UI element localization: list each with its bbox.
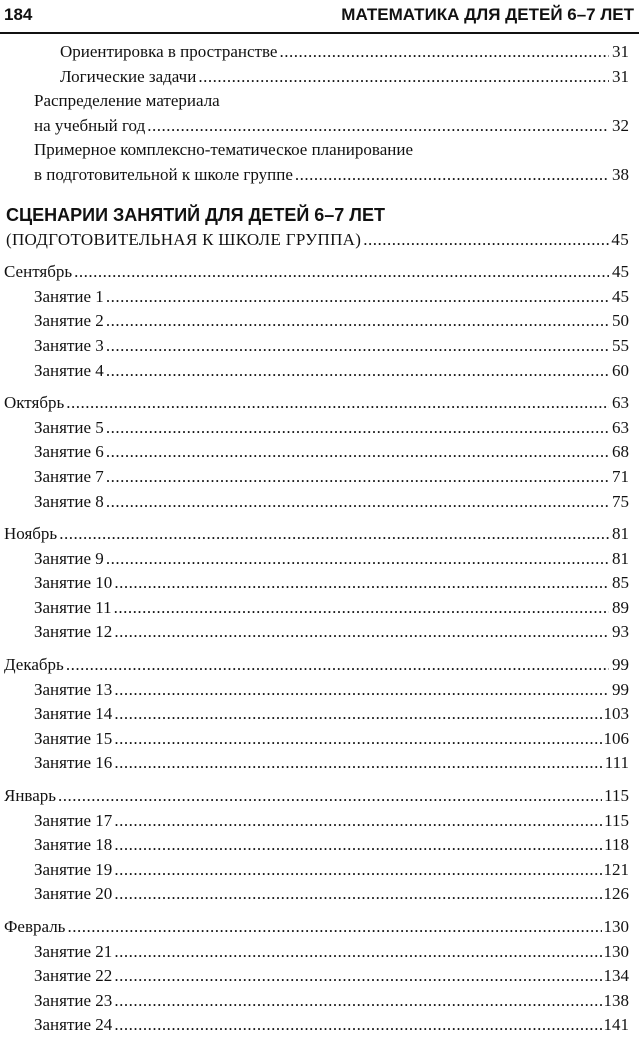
running-title: МАТЕМАТИКА ДЛЯ ДЕТЕЙ 6–7 ЛЕТ — [341, 5, 634, 24]
toc-lesson-entry[interactable] — [0, 620, 639, 645]
toc-entry-label: Занятие 13 — [34, 679, 113, 699]
toc-month-entry[interactable] — [0, 915, 639, 940]
toc-lesson-entry[interactable] — [0, 702, 639, 727]
leader-dots — [106, 547, 609, 572]
toc-lesson-entry[interactable] — [0, 678, 639, 703]
toc-lesson-entry[interactable] — [0, 440, 639, 465]
toc-entry-label: Занятие 11 — [34, 597, 112, 617]
toc-entry-page: 63 — [612, 393, 629, 413]
toc-entry-label: Занятие 3 — [34, 335, 104, 355]
leader-dots — [114, 571, 609, 596]
toc-entry-label: Занятие 23 — [34, 990, 113, 1010]
toc-entry-page: 118 — [604, 835, 629, 855]
toc-entry-label: Занятие 4 — [34, 360, 104, 380]
toc-entry-label: Сентябрь — [4, 262, 73, 282]
toc-lesson-entry[interactable] — [0, 490, 639, 515]
leader-dots — [114, 596, 609, 621]
leader-dots — [106, 465, 609, 490]
toc-month-entry[interactable] — [0, 653, 639, 678]
toc-entry-page: 141 — [603, 1015, 629, 1035]
leader-dots — [114, 1013, 601, 1038]
toc-entry-page: 99 — [612, 655, 629, 675]
toc-entry-page: 71 — [612, 466, 629, 486]
month-spacer — [0, 514, 639, 522]
toc-entry-page: 130 — [603, 941, 629, 961]
toc-entry-label: Занятие 22 — [34, 966, 113, 986]
toc-lesson-entry[interactable] — [0, 334, 639, 359]
month-spacer — [0, 776, 639, 784]
leader-dots — [114, 702, 601, 727]
toc-month-entry[interactable] — [0, 522, 639, 547]
toc-entry-page: 75 — [612, 491, 629, 511]
toc-entry-page: 38 — [612, 164, 629, 184]
toc-entry-label: Октябрь — [4, 393, 65, 413]
toc-entry-page: 45 — [612, 286, 629, 306]
leader-dots — [114, 858, 601, 883]
toc-lesson-entry[interactable] — [0, 989, 639, 1014]
toc-entry-page: 31 — [612, 66, 629, 86]
toc-entry-page: 99 — [612, 679, 629, 699]
toc-entry-label: Декабрь — [4, 655, 64, 675]
leader-dots — [147, 114, 609, 139]
toc-entry-label: в подготовительной к школе группе — [34, 164, 293, 184]
toc-entry-label: Ориентировка в пространстве — [60, 42, 278, 61]
toc-entry-label: Занятие 24 — [34, 1015, 113, 1035]
leader-dots — [114, 809, 602, 834]
toc-entry-label: Занятие 7 — [34, 466, 104, 486]
toc-entry-page: 60 — [612, 360, 629, 380]
toc-month-entry[interactable] — [0, 260, 639, 285]
toc-lesson-entry[interactable] — [0, 359, 639, 384]
toc-entry-page: 106 — [603, 728, 629, 748]
leader-dots — [106, 440, 609, 465]
toc-entry-label: Занятие 9 — [34, 548, 104, 568]
toc-entry-page: 63 — [612, 417, 629, 437]
leader-dots — [295, 163, 609, 188]
toc-lesson-entry[interactable] — [0, 1013, 639, 1038]
toc-entry-page: 126 — [603, 884, 629, 904]
leader-dots — [74, 260, 609, 285]
leader-dots — [114, 940, 601, 965]
toc-entry-page: 45 — [611, 229, 629, 249]
leader-dots — [106, 490, 609, 515]
toc-entry-label: Занятие 14 — [34, 704, 113, 724]
page-header — [4, 0, 634, 30]
toc-entry-label: Занятие 12 — [34, 622, 113, 642]
toc-entry-label: Занятие 17 — [34, 810, 113, 830]
toc-lesson-entry[interactable] — [0, 285, 639, 310]
month-spacer — [0, 383, 639, 391]
toc-entry-page: 31 — [612, 42, 629, 61]
toc-entry-page: 81 — [612, 548, 629, 568]
toc-entry-label: Занятие 20 — [34, 884, 113, 904]
toc-lesson-entry[interactable] — [0, 465, 639, 490]
toc-entry-label: Занятие 15 — [34, 728, 113, 748]
leader-dots — [106, 359, 609, 384]
toc-entry-label: Занятие 19 — [34, 859, 113, 879]
toc-lesson-entry[interactable] — [0, 809, 639, 834]
toc-entry-label: Занятие 1 — [34, 286, 104, 306]
toc-entry-page: 121 — [603, 859, 629, 879]
toc-entry-label: Занятие 5 — [34, 417, 104, 437]
leader-dots — [59, 522, 609, 547]
table-of-contents — [0, 40, 639, 1038]
toc-entry-label: Ноябрь — [4, 524, 58, 544]
months-list — [0, 252, 639, 1038]
toc-entry-label: Занятие 18 — [34, 835, 113, 855]
toc-entry-page: 103 — [603, 704, 629, 724]
leader-dots — [67, 915, 601, 940]
month-spacer — [0, 645, 639, 653]
toc-entry-distribution-line1: Распределение материала — [34, 91, 220, 111]
toc-lesson-entry[interactable] — [0, 309, 639, 334]
toc-entry-label: Февраль — [4, 917, 66, 936]
leader-dots — [66, 391, 609, 416]
month-spacer — [0, 907, 639, 915]
toc-entry-logic[interactable] — [0, 65, 639, 90]
toc-entry-label: Занятие 8 — [34, 491, 104, 511]
toc-entry-label: Занятие 21 — [34, 941, 113, 961]
toc-lesson-entry[interactable] — [0, 858, 639, 883]
leader-dots — [106, 285, 609, 310]
toc-entry-page: 89 — [612, 597, 629, 617]
toc-entry-page: 138 — [603, 990, 629, 1010]
leader-dots — [363, 228, 609, 253]
toc-entry-page: 81 — [612, 524, 629, 544]
month-spacer — [0, 252, 639, 260]
toc-lesson-entry[interactable] — [0, 547, 639, 572]
leader-dots — [114, 882, 601, 907]
header-rule — [0, 32, 639, 34]
toc-lesson-entry[interactable] — [0, 751, 639, 776]
toc-lesson-entry[interactable] — [0, 416, 639, 441]
toc-entry-distribution[interactable] — [0, 114, 639, 139]
leader-dots — [106, 334, 609, 359]
toc-month-entry[interactable] — [0, 391, 639, 416]
leader-dots — [58, 784, 602, 809]
leader-dots — [114, 751, 602, 776]
toc-entry-page: 134 — [603, 966, 629, 986]
leader-dots — [114, 727, 601, 752]
toc-lesson-entry[interactable] — [0, 833, 639, 858]
toc-lesson-entry[interactable] — [0, 727, 639, 752]
toc-entry-page: 50 — [612, 311, 629, 331]
toc-entry-orientation[interactable] — [0, 40, 639, 65]
toc-entry-label: Январь — [4, 786, 57, 806]
toc-lesson-entry[interactable] — [0, 596, 639, 621]
leader-dots — [114, 964, 601, 989]
toc-lesson-entry[interactable] — [0, 882, 639, 907]
toc-entry-label: Занятие 6 — [34, 442, 104, 462]
toc-lesson-entry[interactable] — [0, 571, 639, 596]
leader-dots — [198, 65, 609, 90]
toc-entry-page: 93 — [612, 622, 629, 642]
leader-dots — [114, 620, 609, 645]
leader-dots — [106, 309, 609, 334]
toc-entry-label: Занятие 10 — [34, 573, 113, 593]
toc-entry-section[interactable] — [0, 228, 639, 253]
toc-entry-page: 68 — [612, 442, 629, 462]
toc-entry-page: 111 — [604, 753, 629, 773]
section-title: СЦЕНАРИИ ЗАНЯТИЙ ДЛЯ ДЕТЕЙ 6–7 ЛЕТ — [6, 204, 385, 225]
leader-dots — [66, 653, 609, 678]
toc-entry-page: 115 — [604, 810, 629, 830]
toc-entry-label: Логические задачи — [60, 66, 197, 86]
toc-entry-page: 115 — [604, 786, 629, 806]
page-number: 184 — [4, 5, 33, 24]
toc-entry-label: на учебный год — [34, 115, 146, 135]
toc-month-entry[interactable] — [0, 784, 639, 809]
toc-entry-planning[interactable] — [0, 163, 639, 188]
toc-entry-page: 130 — [603, 917, 629, 936]
toc-lesson-entry[interactable] — [0, 940, 639, 965]
toc-entry-page: 85 — [612, 573, 629, 593]
toc-entry-label: Занятие 16 — [34, 753, 113, 773]
leader-dots — [279, 40, 609, 65]
section-subtitle: (ПОДГОТОВИТЕЛЬНАЯ К ШКОЛЕ ГРУППА) — [6, 229, 362, 249]
leader-dots — [114, 833, 602, 858]
toc-entry-page: 55 — [612, 335, 629, 355]
toc-lesson-entry[interactable] — [0, 964, 639, 989]
toc-entry-page: 45 — [612, 262, 629, 282]
toc-entry-planning-line1: Примерное комплексно-тематическое планирование — [34, 140, 413, 160]
leader-dots — [114, 989, 601, 1014]
toc-entry-label: Занятие 2 — [34, 311, 104, 331]
leader-dots — [106, 416, 609, 441]
leader-dots — [114, 678, 609, 703]
toc-entry-page: 32 — [612, 115, 629, 135]
